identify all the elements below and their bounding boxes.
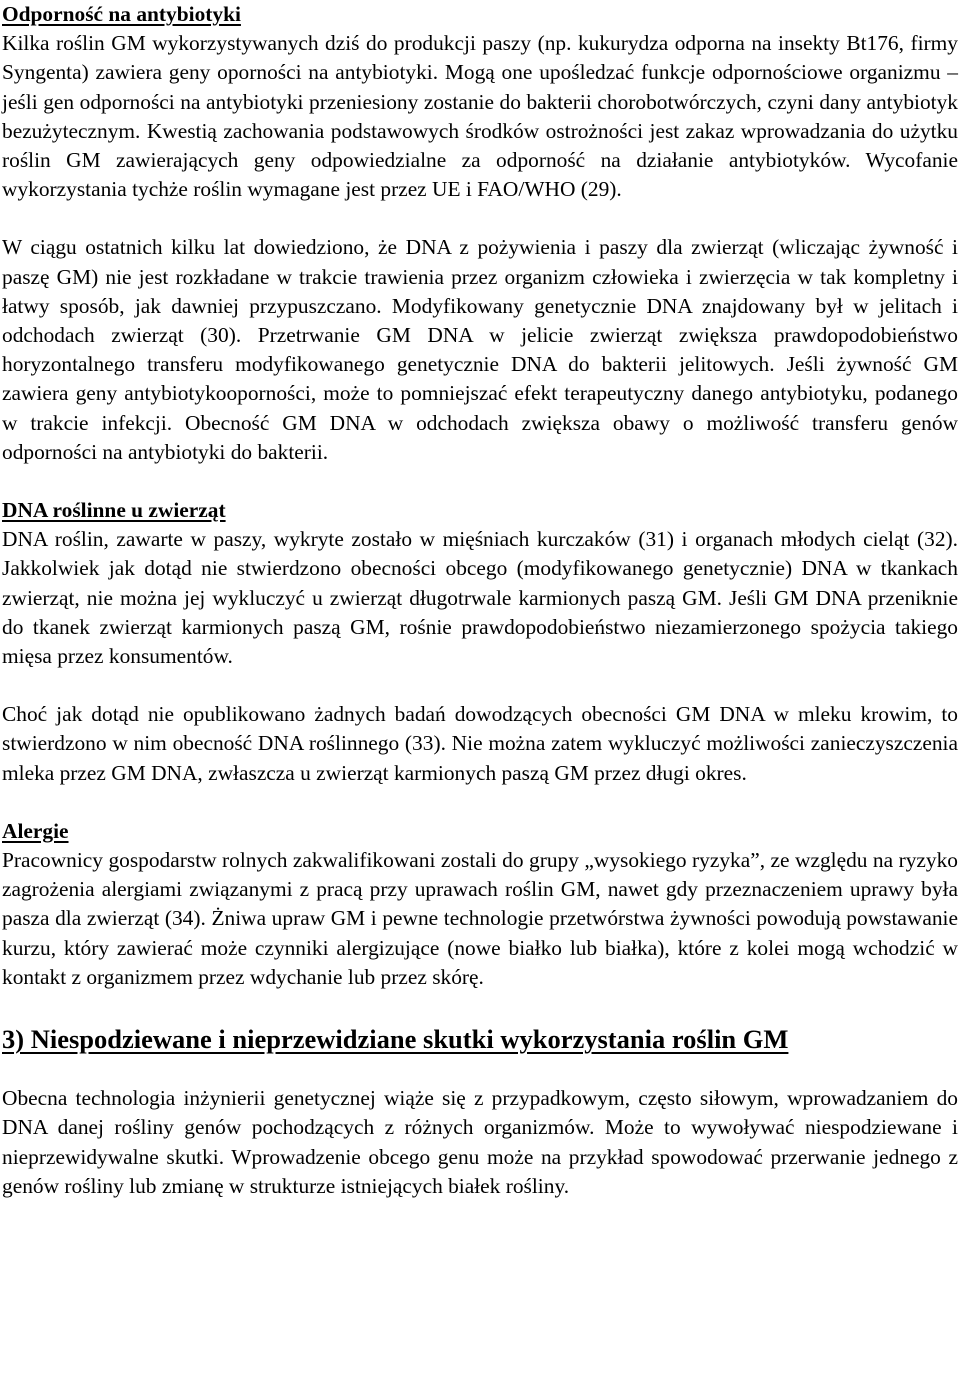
section-heading-plant-dna-in-animals: DNA roślinne u zwierząt <box>2 498 226 523</box>
paragraph-antibiotic-resistance-1: Kilka roślin GM wykorzystywanych dziś do produkcji paszy (np. kukurydza odporna na insekty Bt176, firmy Syngenta) zawiera geny oporności na antybiotyki. Mogą one upośledzać funkcje odpornościowe organizmu – jeśli gen odporności na antybiotyki przeniesiony zostanie do bakterii chorobotwórczych, czyni dany antybiotyk bezużytecznym. Kwestią zachowania podstawowych środków ostrożności jest zakaz wprowadzania do użytku roślin GM zawierających geny odpowiedzialne za odporność na działanie antybiotyków. Wycofanie wykorzystania tychże roślin wymagane jest przez UE i FAO/WHO (29). <box>2 31 958 202</box>
section-heading-antibiotic-resistance: Odporność na antybiotyki <box>2 2 241 26</box>
section-heading-unexpected-effects: 3) Niespodziewane i nieprzewidziane skutki wykorzystania roślin GM <box>2 1024 789 1055</box>
paragraph-antibiotic-resistance-2: W ciągu ostatnich kilku lat dowiedziono, że DNA z pożywienia i paszy dla zwierząt (wliczając żywność i paszę GM) nie jest rozkładane w trakcie trawienia przez organizm człowieka i zwierzęcia w tak kompletny i łatwy sposób, jak dawniej przypuszczano. Modyfikowany genetycznie DNA znajdowany był w jelitach i odchodach zwierząt (30). Przetrwanie GM DNA w jelicie zwierząt zwiększa prawdopodobieństwo horyzontalnego transferu modyfikowanego genetycznie DNA do bakterii jelitowych. Jeśli żywność GM zawiera geny antybiotykooporności, może to pomniejszać efekt terapeutyczny danego antybiotyku, podanego w trakcie infekcji. Obecność GM DNA w odchodach zwiększa obawy o możliwość transferu genów odporności na antybiotyki do bakterii. <box>2 235 958 464</box>
paragraph-unexpected-effects-1: Obecna technologia inżynierii genetycznej wiąże się z przypadkowym, często siłowym, wprowadzaniem do DNA danej rośliny genów pochodzących z różnych organizmów. Może to wywoływać niespodziewane i nieprzewidywalne skutki. Wprowadzenie obcego genu może na przykład spowodować przerwanie jednego z genów rośliny lub zmianę w strukturze istniejących białek rośliny. <box>2 1086 958 1198</box>
section-heading-allergies: Alergie <box>2 818 69 843</box>
paragraph-allergies-1: Pracownicy gospodarstw rolnych zakwalifikowani zostali do grupy „wysokiego ryzyka”, ze względu na ryzyko zagrożenia alergiami związanymi z pracą przy uprawach roślin GM, nawet gdy przeznaczeniem uprawy była pasza dla zwierząt (34). Żniwa upraw GM i pewne technologie przetwórstwa żywności powodują powstawanie kurzu, który zawierać może czynniki alergizujące (nowe białko lub białka), które z kolei mogą wchodzić w kontakt z organizmem przez wdychanie lub przez skórę. <box>2 848 958 989</box>
paragraph-plant-dna-1: DNA roślin, zawarte w paszy, wykryte zostało w mięśniach kurczaków (31) i organach młodych cieląt (32). Jakkolwiek jak dotąd nie stwierdzono obecności obcego (modyfikowanego genetycznie) DNA w tkankach zwierząt, nie można jej wykluczyć u zwierząt długotrwale karmionych paszą GM. Jeśli GM DNA przeniknie do tkanek zwierząt karmionych paszą GM, rośnie prawdopodobieństwo niezamierzonego spożycia takiego mięsa przez konsumentów. <box>2 527 958 669</box>
paragraph-plant-dna-2: Choć jak dotąd nie opublikowano żadnych badań dowodzących obecności GM DNA w mleku krowim, to stwierdzono w nim obecność DNA roślinnego (33). Nie można zatem wykluczyć możliwości zanieczyszczenia mleka przez GM DNA, zwłaszcza u zwierząt karmionych paszą GM przez długi okres. <box>2 702 958 785</box>
